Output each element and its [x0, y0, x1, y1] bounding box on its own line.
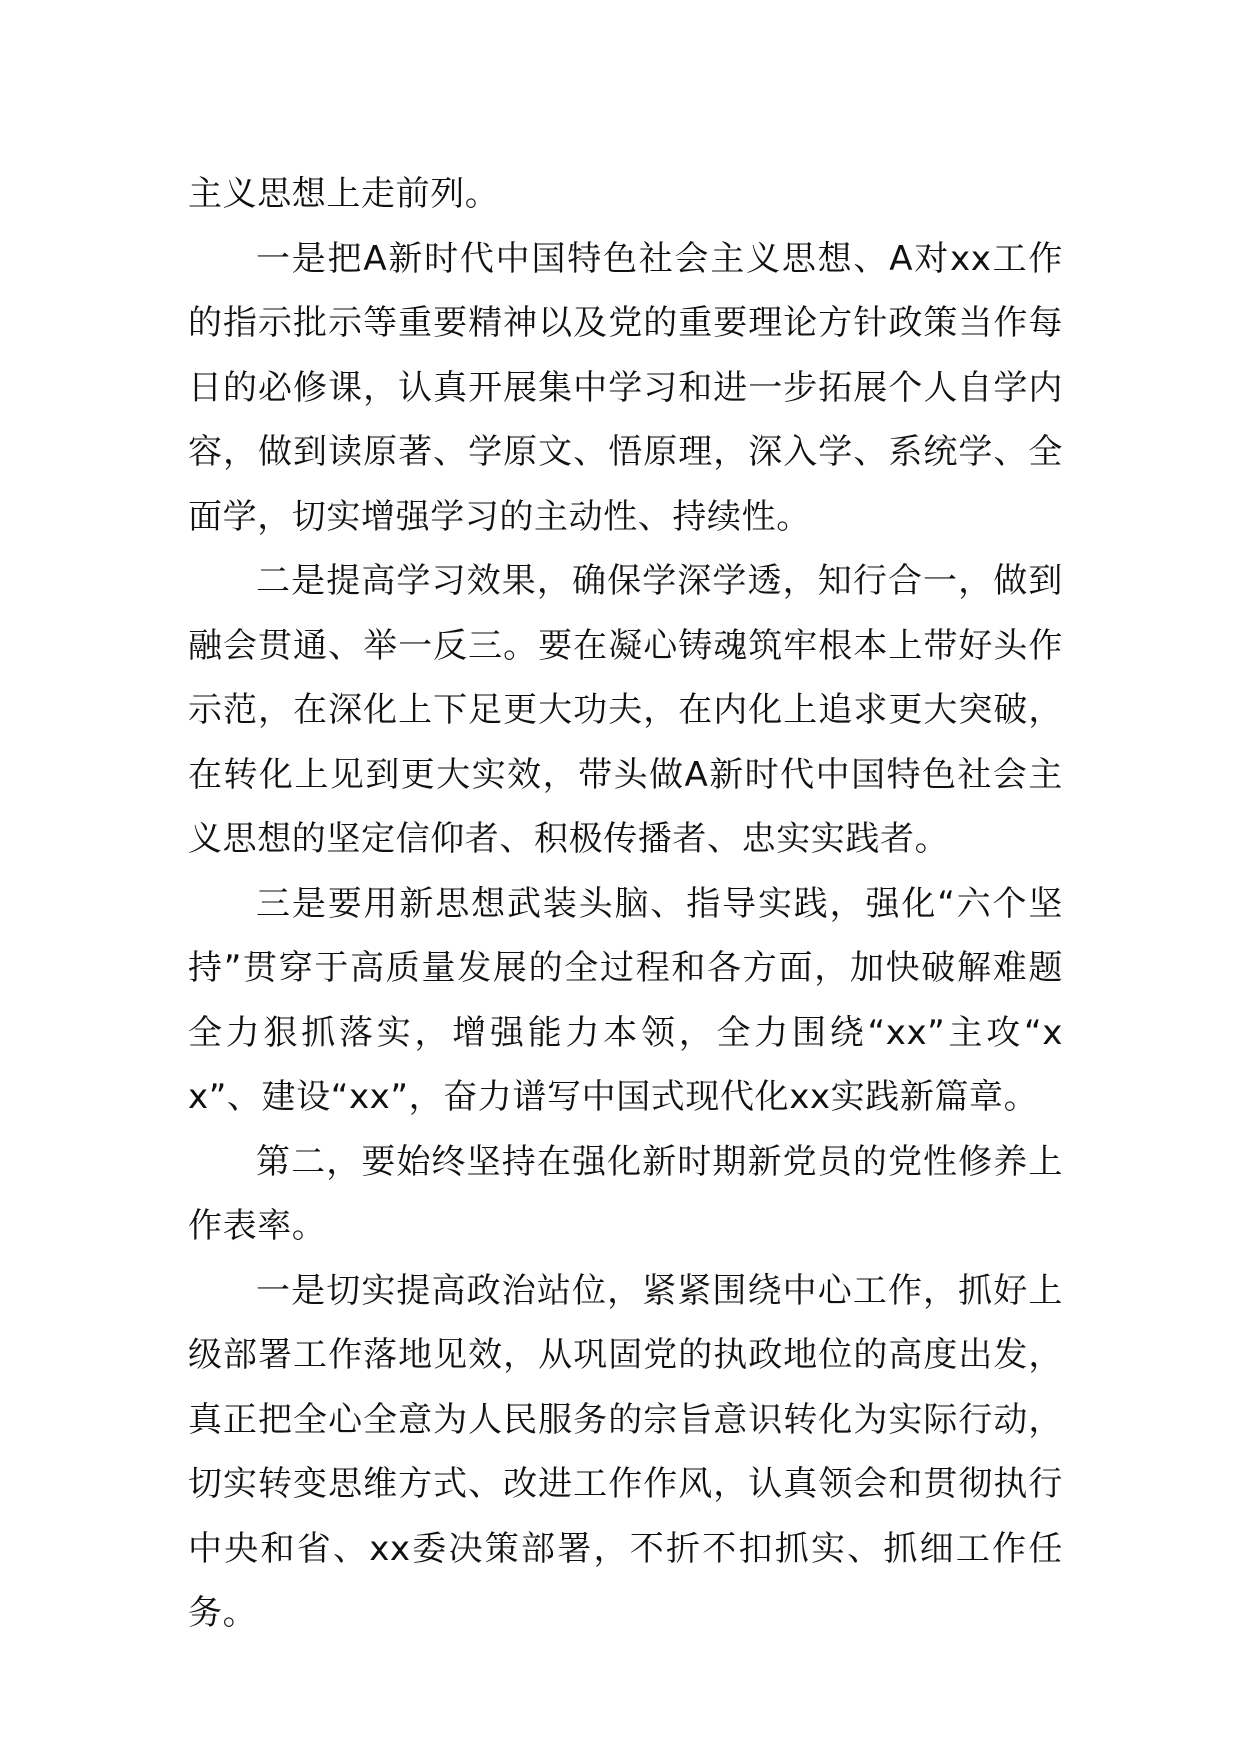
paragraph-section-two-heading: 第二，要始终坚持在强化新时期新党员的党性修养上作表率。: [188, 1141, 1063, 1246]
document-body: [188, 162, 1063, 1646]
paragraph-point-one-study: 一是把A新时代中国特色社会主义思想、A对xx工作的指示批示等重要精神以及党的重要理论方针政策当作每日的必修课，认真开展集中学习和进一步拓展个人自学内容，做到读原著、学原文、悟原理，深入学、系统学、全面学，切实增强学习的主动性、持续性。: [188, 238, 1063, 537]
paragraph-point-two-effect: 二是提高学习效果，确保学深学透，知行合一，做到融会贯通、举一反三。要在凝心铸魂筑牢根本上带好头作示范，在深化上下足更大功夫，在内化上追求更大突破，在转化上见到更大实效，带头做A新时代中国特色社会主义思想的坚定信仰者、积极传播者、忠实实践者。: [188, 561, 1063, 859]
paragraph-point-one-political: 一是切实提高政治站位，紧紧围绕中心工作，抓好上级部署工作落地见效，从巩固党的执政地位的高度出发，真正把全心全意为人民服务的宗旨意识转化为实际行动，切实转变思维方式、改进工作作风，认真领会和贯彻执行中央和省、xx委决策部署，不折不扣抓实、抓细工作任务。: [188, 1270, 1063, 1633]
paragraph-continuation: 主义思想上走前列。: [188, 174, 500, 214]
paragraph-point-three-practice: 三是要用新思想武装头脑、指导实践，强化“六个坚持”贯穿于高质量发展的全过程和各方面，加快破解难题全力狠抓落实，增强能力本领，全力围绕“xx”主攻“xx”、建设“xx”，奋力谱写中国式现代化xx实践新篇章。: [188, 883, 1063, 1117]
